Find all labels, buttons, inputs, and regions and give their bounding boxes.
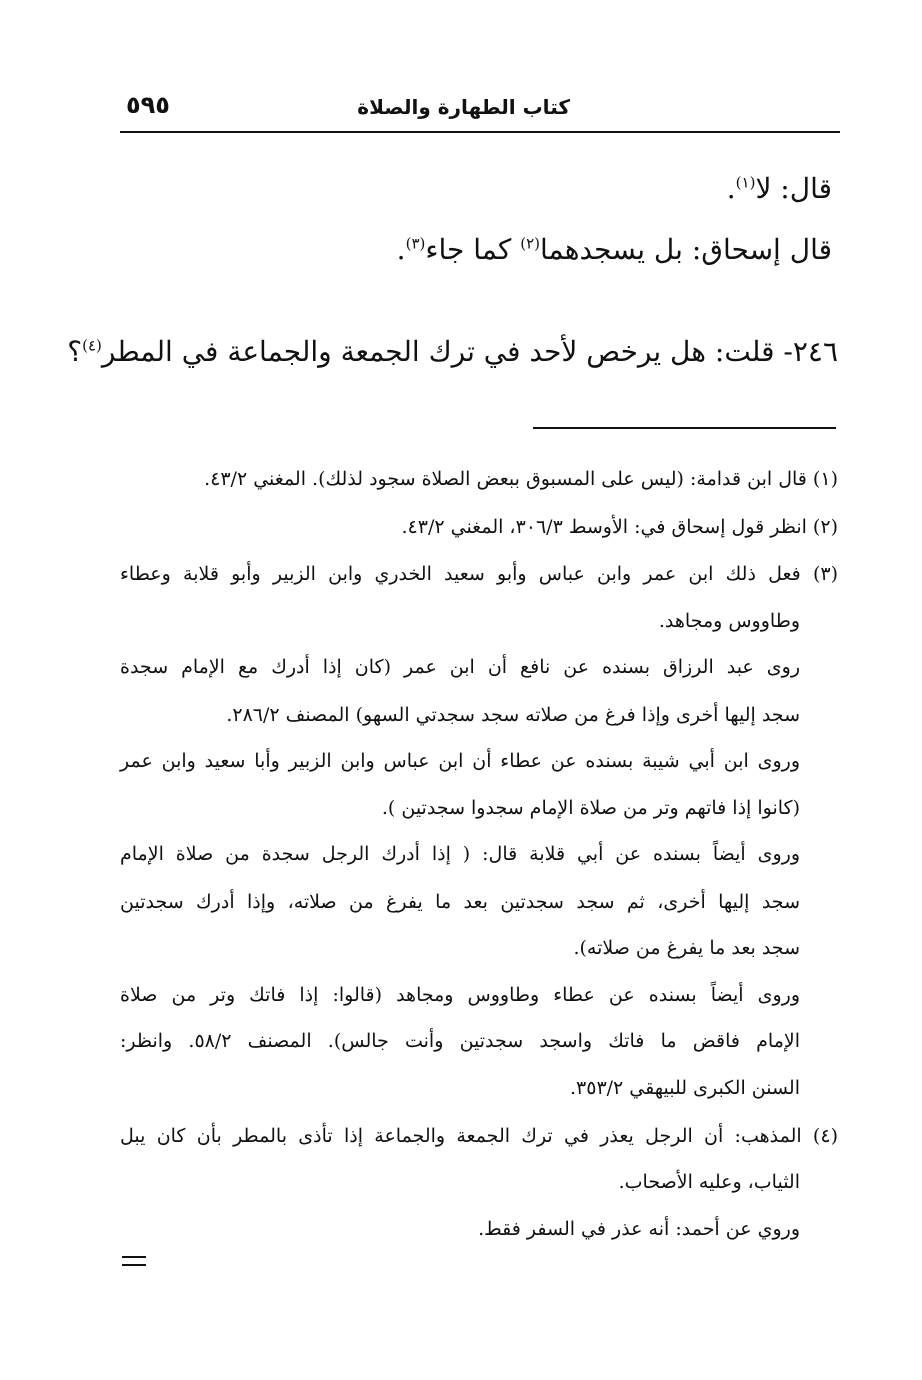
main-line-2-text-b: كما جاء	[425, 233, 521, 266]
header-rule	[120, 131, 840, 133]
question-text: هل يرخص لأحد في ترك الجمعة والجماعة في المطر	[101, 335, 715, 368]
footnote-line: (٢) انظر قول إسحاق في: الأوسط ٣٠٦/٣، المغني ٤٣/٢.	[401, 516, 838, 538]
end-mark	[122, 1256, 146, 1266]
main-line-2	[132, 233, 832, 266]
footnote-separator	[533, 427, 836, 429]
footnote-line: الثياب، وعليه الأصحاب.	[618, 1171, 800, 1193]
footnote-ref-2: (٢)	[520, 234, 540, 253]
footnote-line: سجد إليها أخرى، ثم سجد سجدتين بعد ما يفرغ من صلاته، وإذا أدرك سجدتين	[120, 891, 800, 913]
footnote-line: السنن الكبرى للبيهقي ٣٥٣/٢.	[569, 1077, 800, 1099]
page-number: ٥٩٥	[126, 91, 170, 119]
main-line-1	[132, 172, 832, 205]
footnote-line: وروي عن أحمد: أنه عذر في السفر فقط.	[478, 1218, 800, 1240]
footnote-line: وروى أيضاً بسنده عن أبي قلابة قال: ( إذا أدرك الرجل سجدة من صلاة الإمام	[120, 843, 800, 865]
main-line-2-text-a: قال إسحاق: بل يسجدهما	[540, 233, 832, 266]
running-header	[120, 85, 840, 131]
footnote-ref-3: (٣)	[405, 234, 426, 253]
footnote-line: (١) قال ابن قدامة: (ليس على المسبوق ببعض الصلاة سجود لذلك). المغني ٤٣/٢.	[204, 468, 838, 490]
main-line-1-end: .	[726, 172, 736, 205]
main-line-2-end: .	[396, 233, 406, 266]
footnote-line: (٤) المذهب: أن الرجل يعذر في ترك الجمعة والجماعة إذا تأذى بالمطر بأن كان يبل	[120, 1125, 838, 1147]
footnote-line: وطاووس ومجاهد.	[658, 610, 800, 632]
footnote-line: سجد إليها أخرى وإذا فرغ من صلاته سجد سجدتي السهو) المصنف ٢٨٦/٢.	[226, 704, 800, 726]
footnote-ref-4: (٤)	[82, 336, 102, 355]
footnote-line: (كانوا إذا فاتهم وتر من صلاة الإمام سجدوا سجدتين ).	[381, 797, 800, 819]
footnote-line: وروى ابن أبي شيبة بسنده عن عطاء أن ابن عباس وابن الزبير وأبا سعيد وابن عمر	[120, 750, 800, 772]
footnote-line: سجد بعد ما يفرغ من صلاته).	[573, 937, 800, 959]
footnote-line: (٣) فعل ذلك ابن عمر وابن عباس وأبو سعيد الخدري وابن الزبير وأبو قلابة وعطاء	[120, 563, 838, 585]
main-line-1-text: قال: لا	[755, 172, 832, 205]
footnote-line: وروى أيضاً بسنده عن عطاء وطاووس ومجاهد (قالوا: إذا فاتك وتر من صلاة	[120, 984, 800, 1006]
question-246	[67, 335, 838, 368]
footnote-line: روى عبد الرزاق بسنده عن نافع أن ابن عمر (كان إذا أدرك مع الإمام سجدة	[120, 656, 800, 678]
footnote-line: الإمام فاقض ما فاتك واسجد سجدتين وأنت جالس). المصنف ٥٨/٢. وانظر:	[120, 1030, 801, 1052]
header-title: كتاب الطهارة والصلاة	[357, 95, 570, 119]
footnote-ref-1: (١)	[735, 173, 756, 192]
question-end: ؟	[67, 335, 83, 368]
question-number: ٢٤٦- قلت:	[714, 335, 838, 368]
